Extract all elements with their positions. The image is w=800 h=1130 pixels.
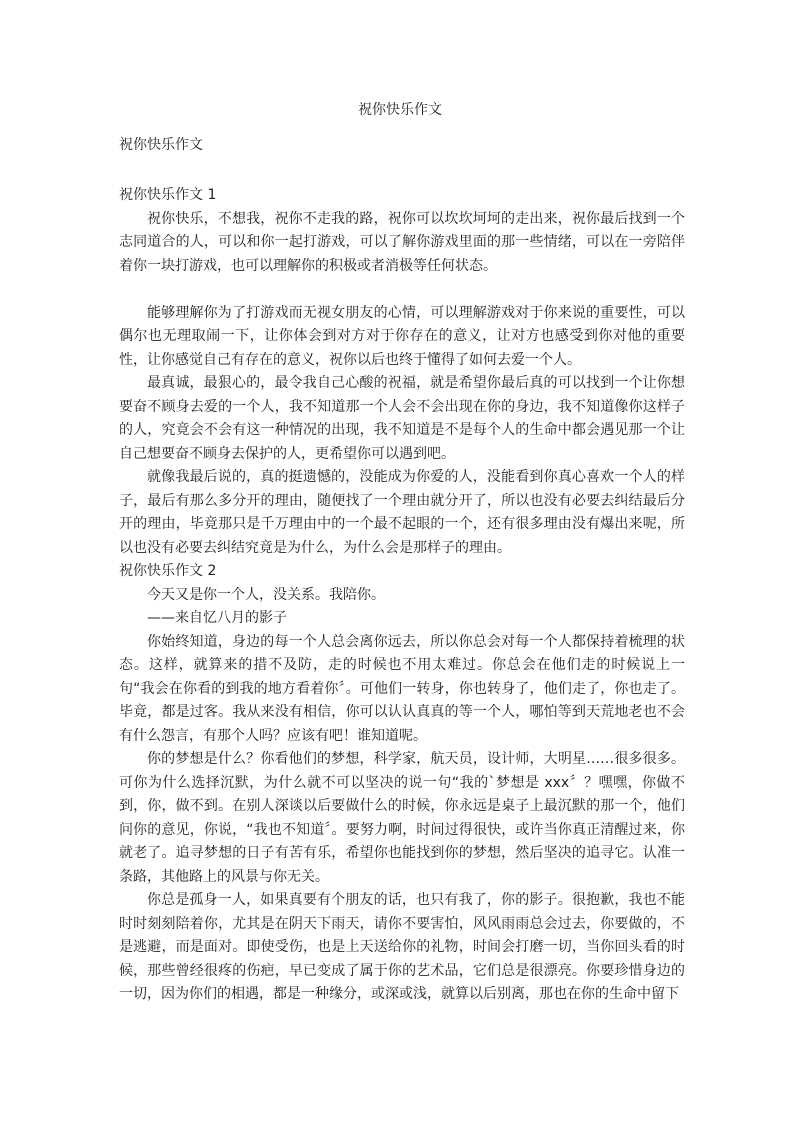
paragraph: 今天又是你一个人，没关系。我陪你。 (147, 586, 385, 603)
section-heading-2: 祝你快乐作文 2 (119, 563, 217, 579)
document-subtitle: 祝你快乐作文 (119, 137, 203, 153)
paragraph: 祝你快乐，不想我，祝你不走我的路，祝你可以坎坎坷坷的走出来，祝你最后找到一个志同道合的人，可以和你一起打游戏，可以了解你游戏里面的那一些情绪，可以在一旁陪伴着你一块打游戏，也可以理解你的积极或者消极等任何状态。 (119, 210, 685, 274)
paragraph-attribution: ——来自忆八月的影子 (147, 610, 287, 626)
paragraph: 你总是孤身一人，如果真要有个朋友的话，也只有我了，你的影子。很抱歉，我也不能时时刻刻陪着你，尤其是在阴天下雨天，请你不要害怕，风风雨雨总会过去，你要做的，不是逃避，而是面对。即使受伤，也是上天送给你的礼物，时间会打磨一切，当你回头看的时候，那些曾经很疼的伤疤，早已变成了属于你的艺术品，它们总是很漂亮。你要珍惜身边的一切，因为你们的相遇，都是一种缘分，或深或浅，就算以后别离，那也在你的生命中留下 (119, 892, 685, 1002)
document-title: 祝你快乐作文 (358, 102, 442, 118)
paragraph: 能够理解你为了打游戏而无视女朋友的心情，可以理解游戏对于你来说的重要性，可以偶尔也无理取闹一下，让你体会到对方对于你存在的意义，让对方也感受到你对他的重要性，让你感觉自己有存在的意义，祝你以后也终于懂得了如何去爱一个人。 (119, 304, 685, 368)
section-heading-1: 祝你快乐作文 1 (119, 187, 217, 203)
paragraph: 最真诚，最狠心的，最令我自己心酸的祝福，就是希望你最后真的可以找到一个让你想要奋不顾身去爱的一个人，我不知道那一个人会不会出现在你的身边，我不知道像你这样子的人，究竟会不会有这一种情况的出现，我不知道是不是每个人的生命中都会遇见那一个让自己想要奋不顾身去保护的人，更希望你可以遇到吧。 (119, 375, 685, 462)
paragraph: 你始终知道，身边的每一个人总会离你远去，所以你总会对每一个人都保持着梳理的状态。这样，就算来的措不及防，走的时候也不用太难过。你总会在他们走的时候说上一句“我会在你看的到我的地方看着你〞。可他们一转身，你也转身了，他们走了，你也走了。毕竟，都是过客。我从来没有相信，你可以认认真真的等一个人，哪怕等到天荒地老也不会有什么怨言，有那个人吗？应该有吧！谁知道呢。 (119, 633, 685, 744)
paragraph: 就像我最后说的，真的挺遗憾的，没能成为你爱的人，没能看到你真心喜欢一个人的样子，最后有那么多分开的理由，随便找了一个理由就分开了，所以也没有必要去纠结最后分开的理由，毕竟那只是千万理由中的一个最不起眼的一个，还有很多理由没有爆出来呢，所以也没有必要去纠结究竟是为什么，为什么会是那样子的理由。 (119, 469, 685, 556)
document-body (119, 134, 685, 1007)
paragraph-gap (119, 278, 685, 302)
paragraph: 你的梦想是什么？你看他们的梦想，科学家，航天员，设计师，大明星……很多很多。可你为什么选择沉默，为什么就不可以坚决的说一句“我的`梦想是 xxx〞？嘿嘿，你做不到，你，做不到。在别人深谈以后要做什么的时候，你永远是桌子上最沉默的那一个，他们问你的意见，你说，“我也不知道〞。要努力啊，时间过得很快，或许当你真正清醒过来，你就老了。追寻梦想的日子有苦有乐，希望你也能找到你的梦想，然后坚决的追寻它。认准一条路，其他路上的风景与你无关。 (119, 751, 685, 885)
